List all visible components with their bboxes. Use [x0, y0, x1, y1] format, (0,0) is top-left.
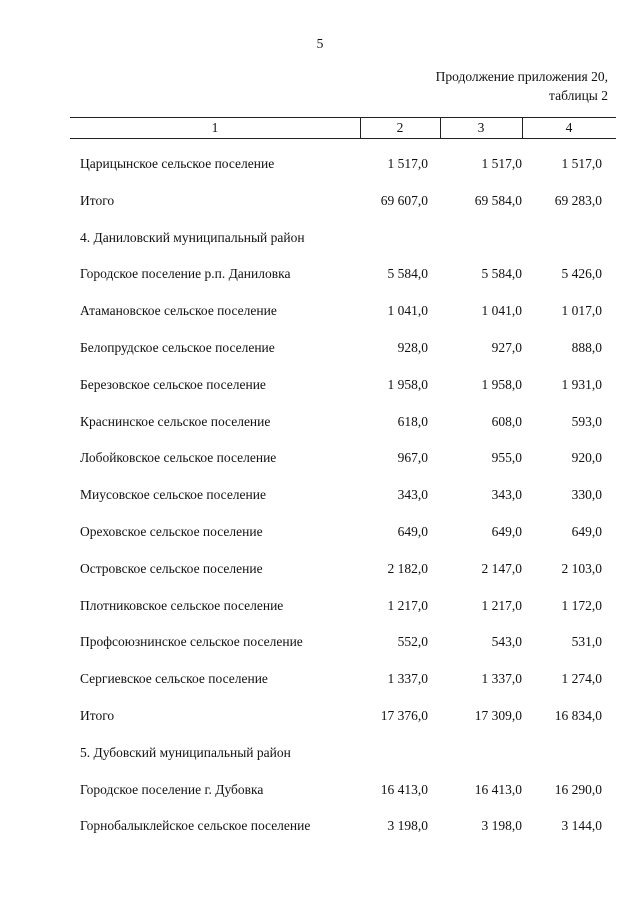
continuation-note: [436, 67, 608, 105]
table-body: [0, 146, 640, 845]
table-row: [0, 293, 640, 330]
continuation-line-1: Продолжение приложения 20,: [435, 69, 608, 84]
table-row: [0, 514, 640, 551]
section-heading: 4. Даниловский муниципальный район: [80, 229, 305, 245]
row-value-col3: 3 198,0: [481, 818, 522, 834]
row-value-col4: 3 144,0: [561, 818, 602, 834]
row-name: Плотниковское сельское поселение: [80, 597, 284, 613]
row-value-col2: 343,0: [397, 487, 428, 503]
row-value-col4: 69 283,0: [554, 192, 602, 208]
row-value-col4: 1 931,0: [561, 376, 602, 392]
row-value-col2: 1 958,0: [387, 376, 428, 392]
row-value-col2: 2 182,0: [387, 560, 428, 576]
row-value-col2: 17 376,0: [380, 707, 428, 723]
row-name: Лобойковское сельское поселение: [80, 450, 277, 466]
table-row: [0, 624, 640, 661]
row-value-col3: 1 958,0: [481, 376, 522, 392]
row-value-col3: 69 584,0: [474, 192, 522, 208]
row-value-col2: 3 198,0: [387, 818, 428, 834]
row-value-col2: 618,0: [397, 413, 428, 429]
row-name: Белопрудское сельское поселение: [80, 339, 275, 355]
row-value-col2: 967,0: [397, 450, 428, 466]
row-value-col3: 955,0: [491, 450, 522, 466]
table-row: [0, 367, 640, 404]
row-name: Ореховское сельское поселение: [80, 523, 263, 539]
row-value-col2: 649,0: [397, 523, 428, 539]
row-value-col2: 1 517,0: [387, 156, 428, 171]
row-name: Атамановское сельское поселение: [80, 303, 277, 319]
row-name: Итого: [80, 707, 115, 723]
column-header-3: 3: [477, 120, 485, 135]
row-value-col4: 16 834,0: [554, 707, 602, 723]
row-value-col2: 1 041,0: [387, 303, 428, 319]
row-value-col3: 649,0: [491, 523, 522, 539]
row-value-col3: 1 337,0: [481, 671, 522, 687]
row-value-col4: 1 017,0: [561, 303, 602, 319]
row-value-col2: 1 337,0: [387, 671, 428, 687]
row-value-col2: 552,0: [397, 634, 428, 650]
table-row: [0, 661, 640, 698]
row-value-col2: 928,0: [397, 339, 428, 355]
row-value-col3: 16 413,0: [474, 781, 522, 797]
row-value-col3: 608,0: [491, 413, 522, 429]
table-row: [0, 588, 640, 625]
row-name: Итого: [80, 192, 115, 208]
row-name: Царицынское сельское поселение: [80, 156, 275, 171]
table-row: [0, 477, 640, 514]
row-value-col4: 16 290,0: [554, 781, 602, 797]
row-value-col4: 531,0: [571, 634, 602, 650]
column-header-row: [70, 117, 616, 139]
row-value-col3: 1 217,0: [481, 597, 522, 613]
row-name: Краснинское сельское поселение: [80, 413, 271, 429]
row-value-col4: 330,0: [571, 487, 602, 503]
table-row: [0, 772, 640, 809]
row-value-col2: 5 584,0: [387, 266, 428, 282]
row-name: Островское сельское поселение: [80, 560, 263, 576]
row-value-col3: 343,0: [491, 487, 522, 503]
section-heading-row: [0, 735, 640, 772]
table-row: [0, 440, 640, 477]
section-heading: 5. Дубовский муниципальный район: [80, 744, 291, 760]
row-value-col2: 16 413,0: [380, 781, 428, 797]
table-row: [0, 330, 640, 367]
row-name: Горнобалыклейское сельское поселение: [80, 818, 311, 834]
row-name: Сергиевское сельское поселение: [80, 671, 268, 687]
row-value-col3: 927,0: [491, 339, 522, 355]
row-name: Городское поселение г. Дубовка: [80, 781, 264, 797]
row-name: Городское поселение р.п. Даниловка: [80, 266, 291, 282]
row-name: Березовское сельское поселение: [80, 376, 266, 392]
table-row: [0, 404, 640, 441]
row-value-col4: 1 274,0: [561, 671, 602, 687]
table-row: [0, 146, 640, 183]
row-value-col3: 1 041,0: [481, 303, 522, 319]
table-row: [0, 808, 640, 845]
row-value-col4: 649,0: [571, 523, 602, 539]
row-value-col3: 5 584,0: [481, 266, 522, 282]
row-name: Миусовское сельское поселение: [80, 487, 266, 503]
column-header-2: 2: [396, 120, 404, 135]
row-value-col4: 1 517,0: [561, 156, 602, 171]
row-value-col3: 17 309,0: [474, 707, 522, 723]
row-value-col4: 920,0: [571, 450, 602, 466]
row-value-col4: 1 172,0: [561, 597, 602, 613]
row-value-col2: 69 607,0: [380, 192, 428, 208]
row-value-col4: 888,0: [571, 339, 602, 355]
table-row-total: [0, 183, 640, 220]
page-number: 5: [316, 36, 324, 51]
row-value-col4: 5 426,0: [561, 266, 602, 282]
row-name: Профсоюзнинское сельское поселение: [80, 634, 303, 650]
table-row-total: [0, 698, 640, 735]
continuation-line-2: таблицы 2: [549, 88, 608, 103]
row-value-col3: 543,0: [491, 634, 522, 650]
section-heading-row: [0, 220, 640, 257]
row-value-col4: 593,0: [571, 413, 602, 429]
row-value-col3: 1 517,0: [481, 156, 522, 171]
row-value-col3: 2 147,0: [481, 560, 522, 576]
row-value-col2: 1 217,0: [387, 597, 428, 613]
table-row: [0, 551, 640, 588]
table-row: [0, 256, 640, 293]
row-value-col4: 2 103,0: [561, 560, 602, 576]
column-header-1: 1: [211, 120, 219, 135]
column-header-4: 4: [565, 120, 573, 135]
